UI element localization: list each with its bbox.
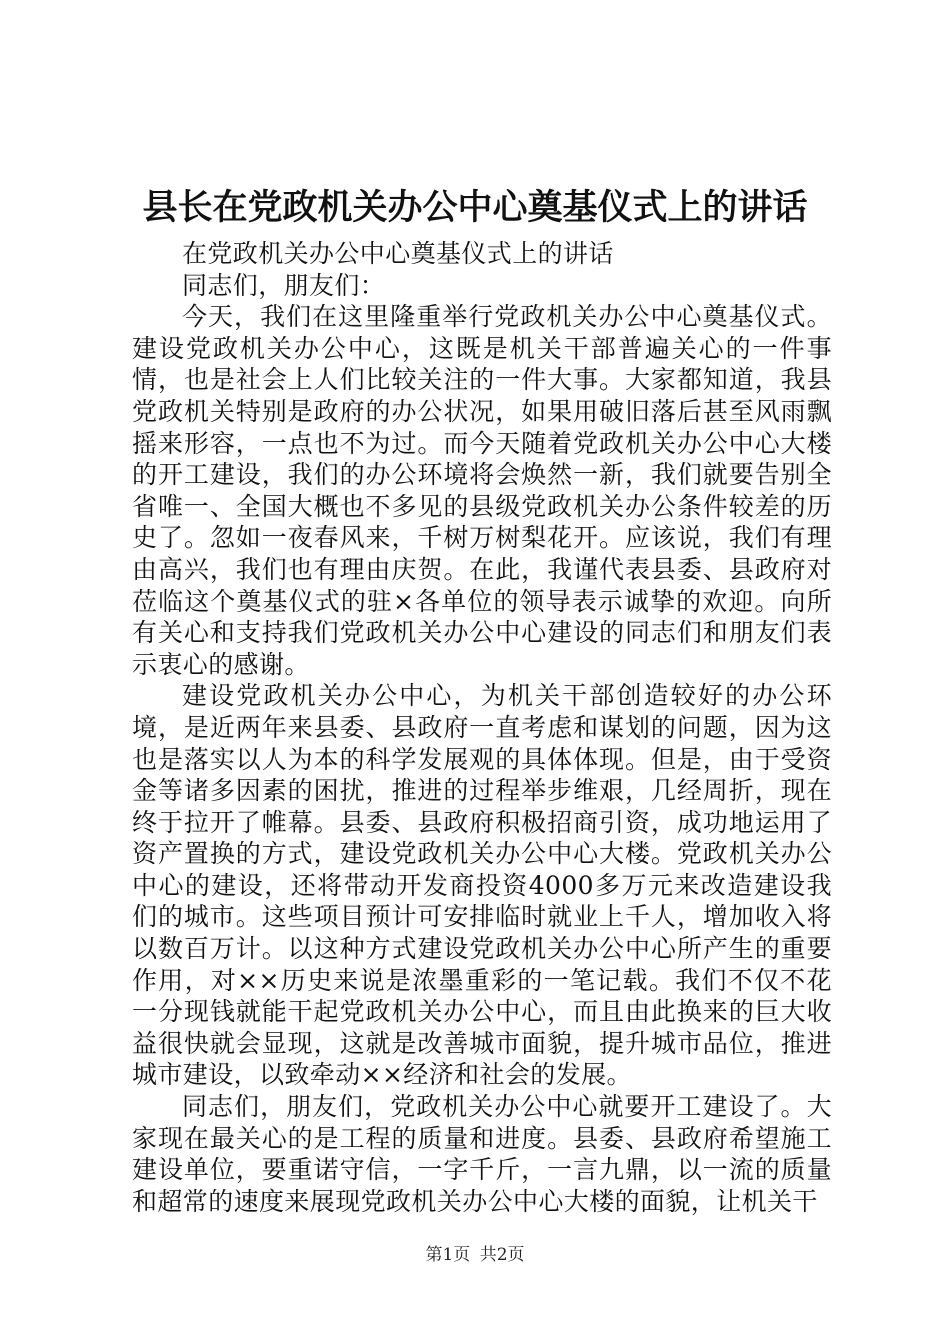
body-paragraph-3: 同志们，朋友们，党政机关办公中心就要开工建设了。大家现在最关心的是工程的质量和进度。县委、县政府希望施工建设单位，要重诺守信，一字千斤，一言九鼎，以一流的质量和超常的速度来展现党政机关办公中心大楼的面貌，让机关干 — [132, 1092, 832, 1216]
page-total: 共2页 — [479, 1245, 525, 1265]
subtitle-paragraph: 在党政机关办公中心奠基仪式上的讲话 — [182, 239, 614, 268]
page-footer — [0, 1244, 950, 1266]
salutation-paragraph: 同志们，朋友们： — [182, 270, 386, 300]
document-title: 县长在党政机关办公中心奠基仪式上的讲话 — [142, 187, 808, 228]
document-body — [132, 238, 832, 1217]
body-paragraph-1: 今天，我们在这里隆重举行党政机关办公中心奠基仪式。建设党政机关办公中心，这既是机关干部普遍关心的一件事情，也是社会上人们比较关注的一件大事。大家都知道，我县党政机关特别是政府的办公状况，如果用破旧落后甚至风雨飘摇来形容，一点也不为过。而今天随着党政机关办公中心大楼的开工建设，我们的办公环境将会焕然一新，我们就要告别全省唯一、全国大概也不多见的县级党政机关办公条件较差的历史了。忽如一夜春风来，千树万树梨花开。应该说，我们有理由高兴，我们也有理由庆贺。在此，我谨代表县委、县政府对莅临这个奠基仪式的驻×各单位的领导表示诚挚的欢迎。向所有关心和支持我们党政机关办公中心建设的同志们和朋友们表示衷心的感谢。 — [132, 302, 832, 679]
page-number: 第1页 — [425, 1245, 471, 1265]
body-paragraph-2: 建设党政机关办公中心，为机关干部创造较好的办公环境，是近两年来县委、县政府一直考虑和谋划的问题，因为这也是落实以人为本的科学发展观的具体体现。但是，由于受资金等诸多因素的困扰，推进的过程举步维艰，几经周折，现在终于拉开了帷幕。县委、县政府积极招商引资，成功地运用了资产置换的方式，建设党政机关办公中心大楼。党政机关办公中心的建设，还将带动开发商投资4000多万元来改造建设我们的城市。这些项目预计可安排临时就业上千人，增加收入将以数百万计。以这种方式建设党政机关办公中心所产生的重要作用，对××历史来说是浓墨重彩的一笔记载。我们不仅不花一分现钱就能干起党政机关办公中心，而且由此换来的巨大收益很快就会显现，这就是改善城市面貌，提升城市品位，推进城市建设，以致牵动××经济和社会的发展。 — [132, 681, 832, 1090]
